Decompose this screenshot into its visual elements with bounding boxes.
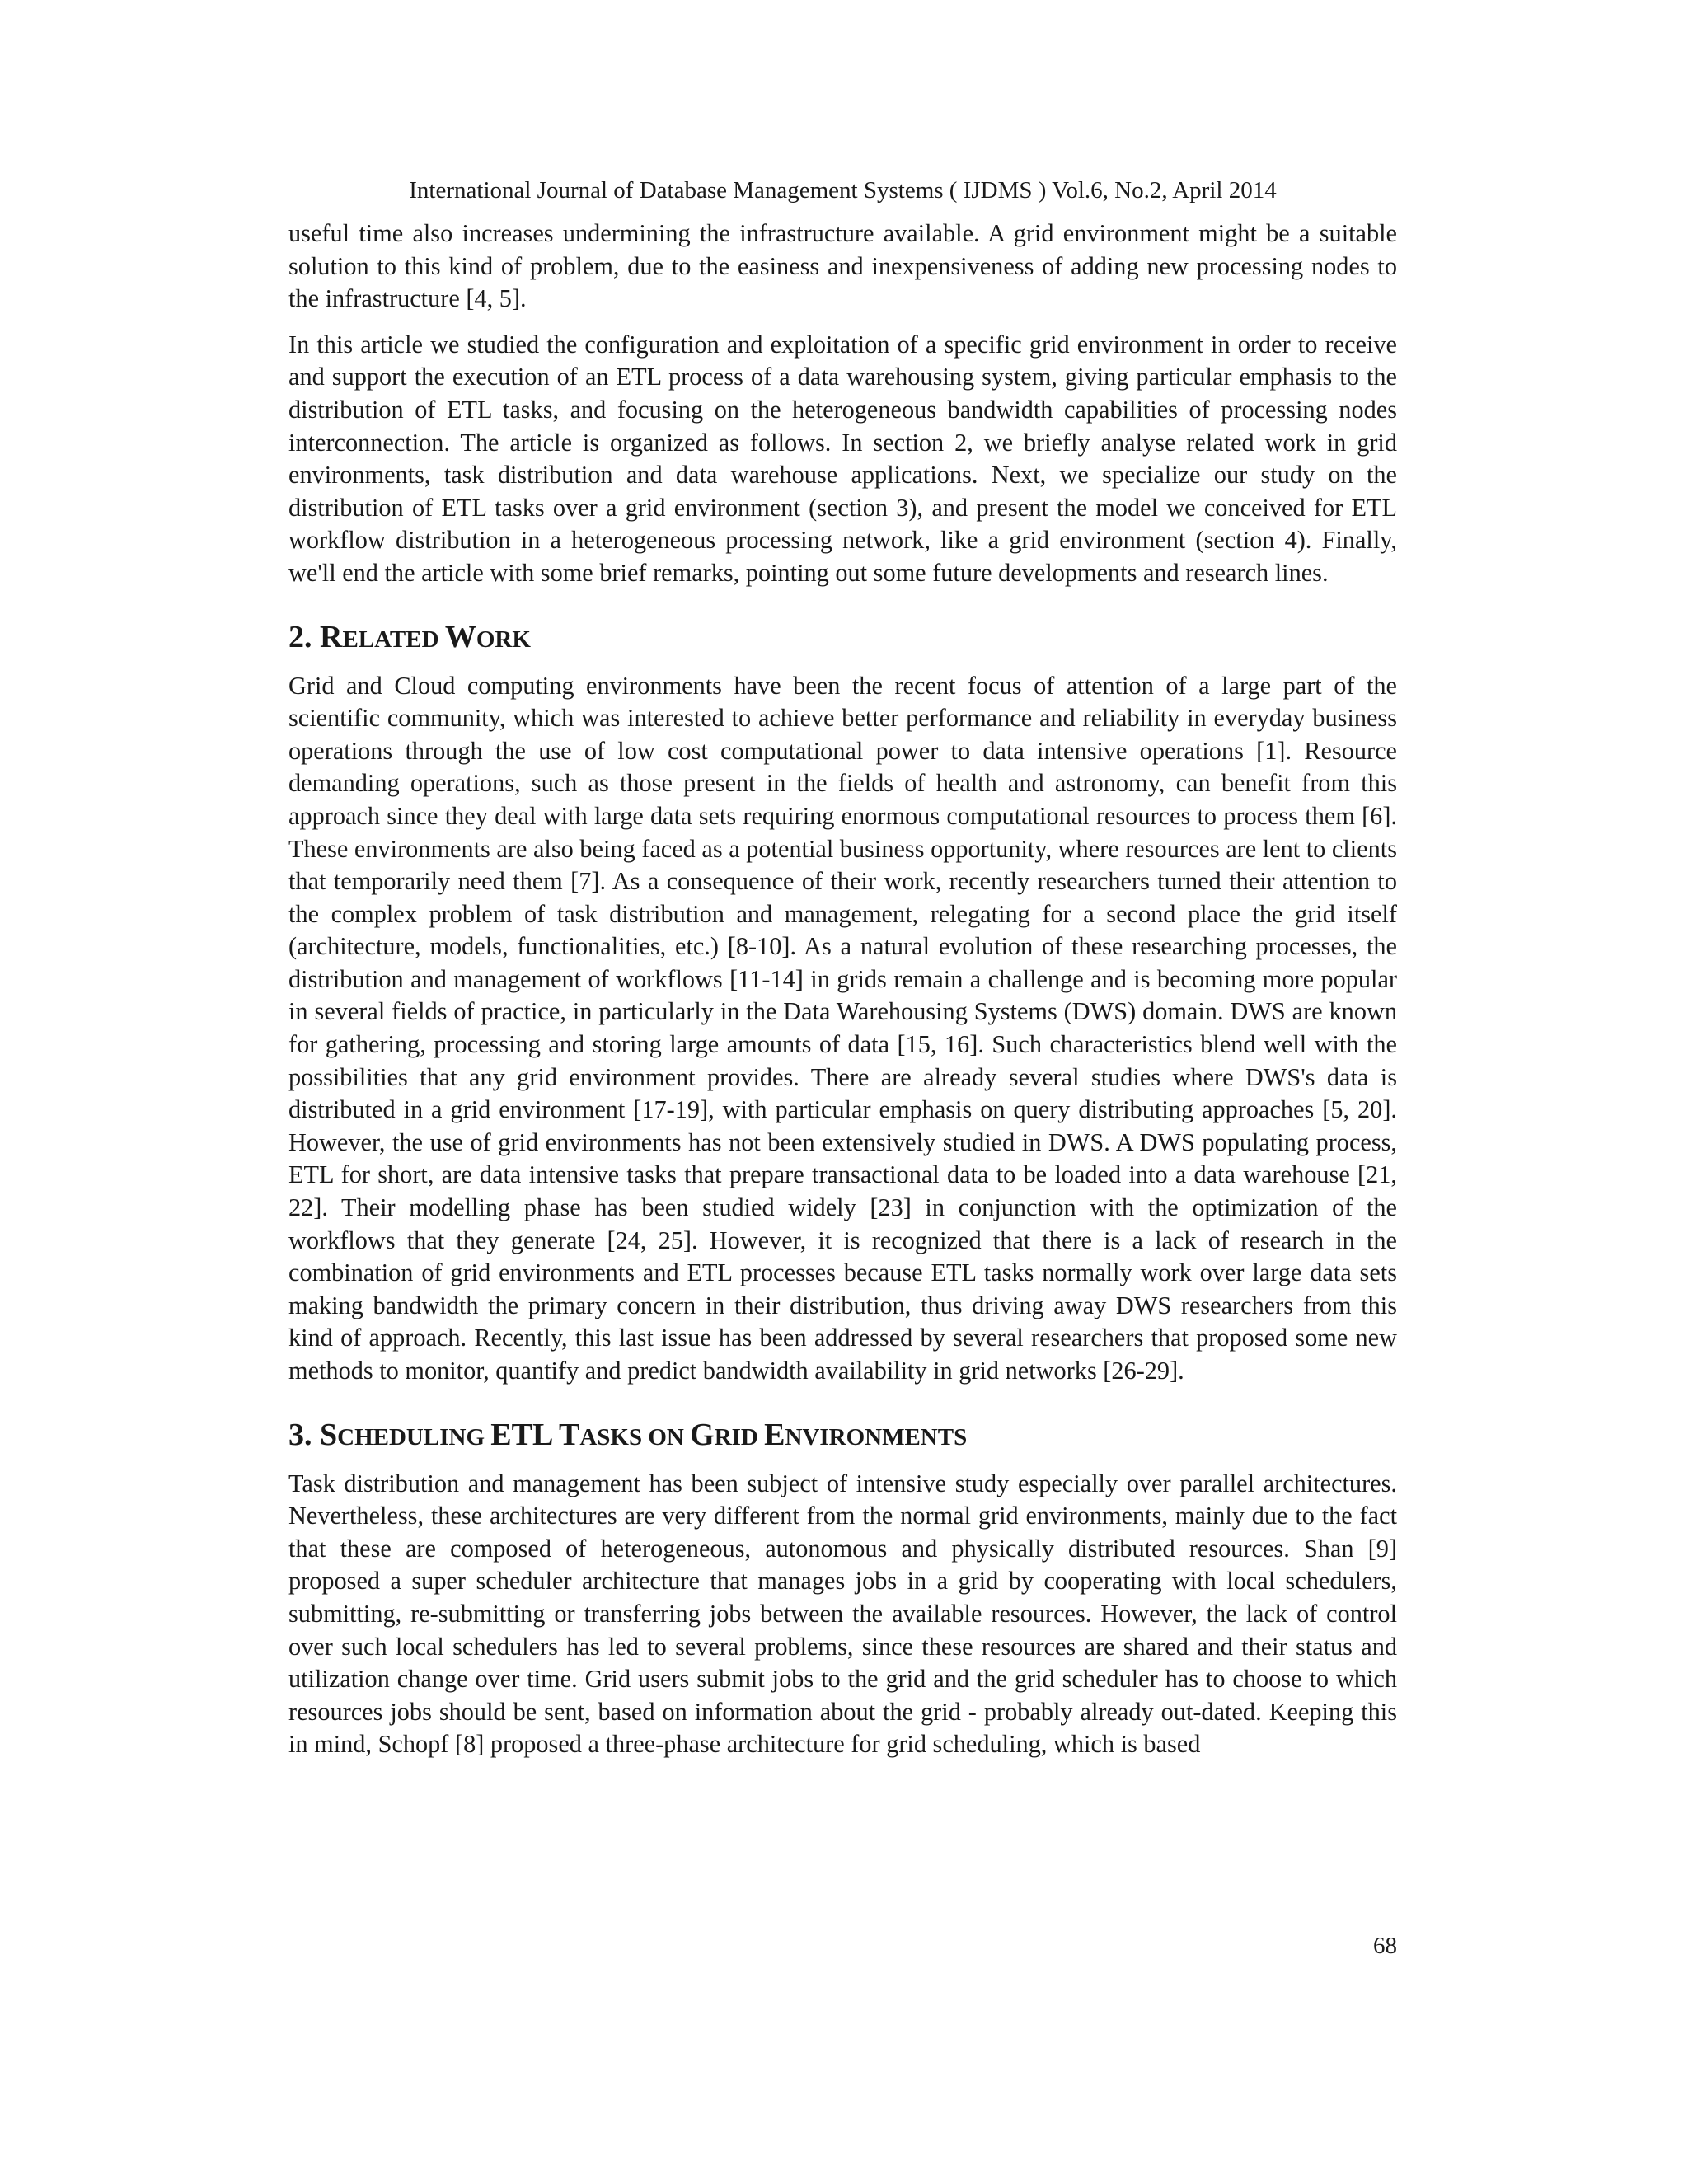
section-3-paragraph-1: Task distribution and management has been subject of intensive study especially over parallel architectures. Nevertheless, these architectures are very different from the normal grid environments, mainly due to the fact that these are composed of heterogeneous, autonomous and physically distributed resources. Shan [9] proposed a super scheduler architecture that manages jobs in a grid by cooperating with local schedulers, submitting, re-submitting or transferring jobs between the available resources. However, the lack of control over such local schedulers has led to several problems, since these resources are shared and their status and utilization change over time. Grid users submit jobs to the grid and the grid scheduler has to choose to which resources jobs should be sent, based on information about the grid - probably already out-dated. Keeping this in mind, Schopf [8] proposed a three-phase architecture for grid scheduling, which is based <box>288 1469 1397 1759</box>
running-header: International Journal of Database Management Systems ( IJDMS ) Vol.6, No.2, April 2014 <box>409 177 1277 204</box>
title-capital: ETL T <box>490 1417 580 1452</box>
section-2-heading <box>288 618 1397 658</box>
section-3-heading <box>288 1416 1397 1456</box>
title-capital: S <box>320 1417 338 1452</box>
title-capital: R <box>320 619 343 654</box>
title-small-caps: ASKS ON <box>579 1423 691 1451</box>
title-capital: E <box>764 1417 785 1452</box>
title-small-caps: NVIRONMENTS <box>785 1423 968 1451</box>
page-content <box>288 218 1397 1774</box>
section-2-paragraph-1: Grid and Cloud computing environments have been the recent focus of attention of a large part of the scientific community, which was interested to achieve better performance and reliability in everyday business operations through the use of low cost computational power to data intensive operations [1]. Resource demanding operations, such as those present in the fields of health and astronomy, can benefit from this approach since they deal with large data sets requiring enormous computational resources to process them [6]. These environments are also being faced as a potential business opportunity, where resources are lent to clients that temporarily need them [7]. As a consequence of their work, recently researchers turned their attention to the complex problem of task distribution and management, relegating for a second place the grid itself (architecture, models, functionalities, etc.) [8-10]. As a natural evolution of these researching processes, the distribution and management of workflows [11-14] in grids remain a challenge and is becoming more popular in several fields of practice, in particularly in the Data Warehousing Systems (DWS) domain. DWS are known for gathering, processing and storing large amounts of data [15, 16]. Such characteristics blend well with the possibilities that any grid environment provides. There are already several studies where DWS's data is distributed in a grid environment [17-19], with particular emphasis on query distributing approaches [5, 20]. However, the use of grid environments has not been extensively studied in DWS. A DWS populating process, ETL for short, are data intensive tasks that prepare transactional data to be loaded into a data warehouse [21, 22]. Their modelling phase has been studied widely [23] in conjunction with the optimization of the workflows that they generate [24, 25]. However, it is recognized that there is a lack of research in the combination of grid environments and ETL processes because ETL tasks normally work over large data sets making bandwidth the primary concern in their distribution, thus driving away DWS researchers from this kind of approach. Recently, this last issue has been addressed by several researchers that proposed some new methods to monitor, quantify and predict bandwidth availability in grid networks [26-29]. <box>288 671 1397 1385</box>
intro-paragraph-1: useful time also increases undermining the infrastructure available. A grid environment might be a suitable solution to this kind of problem, due to the easiness and inexpensiveness of adding new processing nodes to the infrastructure [4, 5]. <box>288 219 1397 313</box>
title-small-caps: ORK <box>476 626 531 653</box>
section-number: 3. <box>288 1417 312 1452</box>
title-small-caps: RID <box>714 1423 765 1451</box>
title-small-caps: ELATED <box>342 626 445 653</box>
section-title <box>320 1418 967 1452</box>
section-number: 2. <box>288 619 312 654</box>
page-number: 68 <box>1373 1933 1397 1959</box>
section-title <box>320 620 531 654</box>
title-capital: G <box>690 1417 715 1452</box>
title-capital: W <box>444 619 476 654</box>
title-small-caps: CHEDULING <box>337 1423 491 1451</box>
paper-page <box>288 0 1397 2184</box>
intro-paragraph-2: In this article we studied the configuration and exploitation of a specific grid environment in order to receive and support the execution of an ETL process of a data warehousing system, giving particular emphasis to the distribution of ETL tasks, and focusing on the heterogeneous bandwidth capabilities of processing nodes interconnection. The article is organized as follows. In section 2, we briefly analyse related work in grid environments, task distribution and data warehouse applications. Next, we specialize our study on the distribution of ETL tasks over a grid environment (section 3), and present the model we conceived for ETL workflow distribution in a heterogeneous processing network, like a grid environment (section 4). Finally, we'll end the article with some brief remarks, pointing out some future developments and research lines. <box>288 330 1397 587</box>
